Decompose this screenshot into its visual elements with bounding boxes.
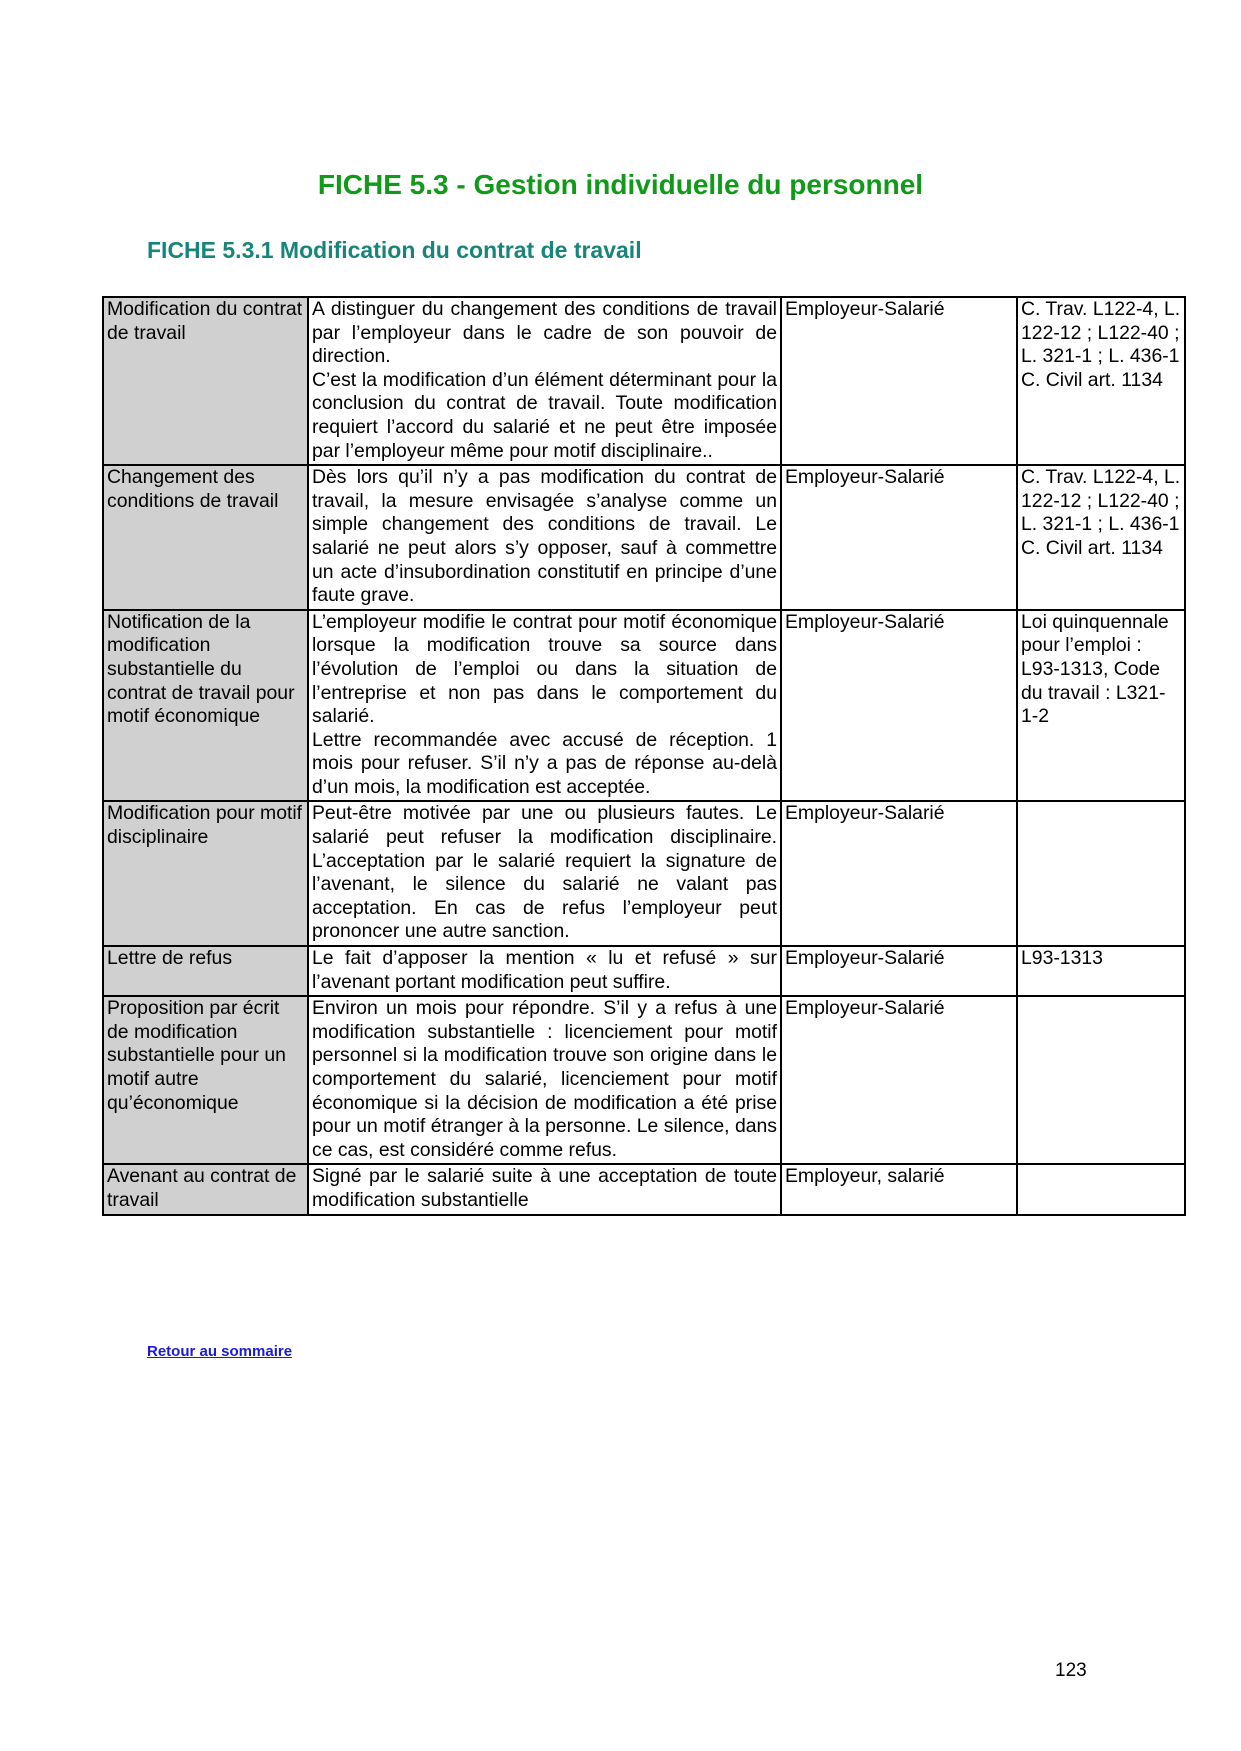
subject-cell: Lettre de refus [103,946,308,996]
description-paragraph: Peut-être motivée par une ou plusieurs fautes. Le salarié peut refuser la modification disciplinaire. L’acceptation par le salarié requiert la signature de l’avenant, le silence du salarié ne valant pas acceptation. En cas de refus l’employeur peut prononcer une autre sanction. [312,802,777,943]
subject-cell: Proposition par écrit de modification substantielle pour un motif autre qu’économique [103,996,308,1164]
table-row [103,996,1185,1164]
description-cell [308,465,781,610]
description-paragraph: C’est la modification d’un élément déterminant pour la conclusion du contrat de travail. Toute modification requiert l’accord du salarié et ne peut être imposée par l’employeur même pour motif disciplinaire.. [312,368,777,462]
parties-cell: Employeur-Salarié [781,946,1017,996]
parties-cell: Employeur-Salarié [781,801,1017,946]
legal-references-cell [1017,1164,1185,1214]
subject-cell: Modification pour motif disciplinaire [103,801,308,946]
table-row [103,610,1185,802]
legal-references-cell [1017,801,1185,946]
description-cell [308,297,781,465]
description-paragraph: Environ un mois pour répondre. S’il y a refus à une modification substantielle : licenciement pour motif personnel si la modification trouve son origine dans le comportement du salarié, licenciement pour motif économique si la décision de modification a été prise pour un motif étranger à la personne. Le silence, dans ce cas, est considéré comme refus. [312,997,777,1161]
description-paragraph: L’employeur modifie le contrat pour motif économique lorsque la modification trouve sa source dans l’évolution de l’emploi ou dans la situation de l’entreprise et non pas dans le comportement du salarié. [312,610,777,728]
parties-cell: Employeur-Salarié [781,996,1017,1164]
description-cell [308,946,781,996]
subject-cell: Avenant au contrat de travail [103,1164,308,1214]
parties-cell: Employeur-Salarié [781,297,1017,465]
parties-cell: Employeur-Salarié [781,610,1017,802]
description-paragraph: Lettre recommandée avec accusé de réception. 1 mois pour refuser. S’il n’y a pas de réponse au-delà d’un mois, la modification est acceptée. [312,728,777,798]
contract-modification-table [102,296,1186,1216]
table-row [103,465,1185,610]
description-paragraph: A distinguer du changement des conditions de travail par l’employeur dans le cadre de son pouvoir de direction. [312,298,777,368]
subject-cell: Changement des conditions de travail [103,465,308,610]
parties-cell: Employeur-Salarié [781,465,1017,610]
subject-cell: Modification du contrat de travail [103,297,308,465]
subject-cell: Notification de la modification substantielle du contrat de travail pour motif économique [103,610,308,802]
page-number: 123 [1055,1660,1087,1681]
table-body [103,297,1185,1215]
table-row [103,1164,1185,1214]
description-cell [308,801,781,946]
legal-references-cell: C. Trav. L122-4, L. 122-12 ; L122-40 ; L. 321-1 ; L. 436-1 C. Civil art. 1134 [1017,465,1185,610]
legal-references-cell: L93-1313 [1017,946,1185,996]
description-cell [308,610,781,802]
page-title: FICHE 5.3 - Gestion individuelle du personnel [317,169,924,200]
section-subtitle: FICHE 5.3.1 Modification du contrat de travail [147,237,642,263]
legal-references-cell: Loi quinquennale pour l’emploi : L93-1313, Code du travail : L321-1-2 [1017,610,1185,802]
table-row [103,297,1185,465]
description-paragraph: Signé par le salarié suite à une acceptation de toute modification substantielle [312,1165,777,1211]
description-cell [308,1164,781,1214]
description-cell [308,996,781,1164]
description-paragraph: Le fait d’apposer la mention « lu et refusé » sur l’avenant portant modification peut suffire. [312,947,777,993]
parties-cell: Employeur, salarié [781,1164,1017,1214]
legal-references-cell: C. Trav. L122-4, L. 122-12 ; L122-40 ; L. 321-1 ; L. 436-1 C. Civil art. 1134 [1017,297,1185,465]
table-row [103,946,1185,996]
legal-references-cell [1017,996,1185,1164]
back-to-summary-link[interactable]: Retour au sommaire [147,1343,293,1360]
description-paragraph: Dès lors qu’il n’y a pas modification du contrat de travail, la mesure envisagée s’analyse comme un simple changement des conditions de travail. Le salarié ne peut alors s’y opposer, sauf à commettre un acte d’insubordination constitutif en principe d’une faute grave. [312,466,777,607]
table-row [103,801,1185,946]
